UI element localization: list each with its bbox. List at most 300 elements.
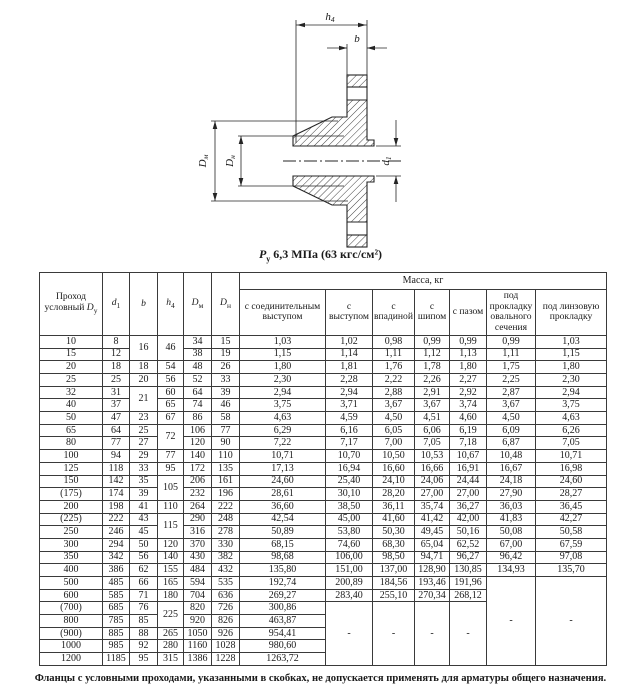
cell-b: 29	[130, 450, 158, 463]
cell-dn: 39	[212, 386, 240, 399]
cell-mass-5: 2,87	[487, 386, 536, 399]
table-row	[40, 538, 607, 551]
col-header-mass-3: с шипом	[415, 290, 450, 336]
cell-b: 18	[130, 361, 158, 374]
col-header-d1: $d_1$	[103, 273, 130, 336]
cell-dm: 484	[184, 564, 212, 577]
cell-d1: 885	[103, 627, 130, 640]
flange-rim-bottom	[347, 235, 367, 247]
cell-dn: 33	[212, 374, 240, 387]
cell-mass-0: 135,80	[240, 564, 326, 577]
cell-mass-5: 24,18	[487, 475, 536, 488]
cell-h4: 67	[158, 412, 184, 425]
table-row	[40, 348, 607, 361]
col-header-b: b	[130, 273, 158, 336]
cell-mass-2: 0,98	[373, 335, 415, 348]
cell-dn: 278	[212, 526, 240, 539]
cell-mass-1: 16,94	[326, 462, 373, 475]
cell-dn: 135	[212, 462, 240, 475]
cell-dn: 46	[212, 399, 240, 412]
table-row	[40, 526, 607, 539]
cell-mass-5: 1,75	[487, 361, 536, 374]
cell-mass-6: 7,05	[536, 437, 607, 450]
footnote: Фланцы с условными проходами, указанными в скобках, не допускается применять для арматуры общего назначения.	[34, 673, 607, 684]
cell-mass-0: 2,94	[240, 386, 326, 399]
cell-mass-2: 137,00	[373, 564, 415, 577]
cell-dy: 40	[40, 399, 103, 412]
cell-mass-0: 980,60	[240, 640, 326, 653]
cell-mass-3: 270,34	[415, 589, 450, 602]
cell-mass-6: 1,03	[536, 335, 607, 348]
col-header-dm: $D_м$	[184, 273, 212, 336]
cell-mass-0: 1,03	[240, 335, 326, 348]
cell-d1: 18	[103, 361, 130, 374]
cell-mass-2: 184,56	[373, 577, 415, 590]
cell-dm: 232	[184, 488, 212, 501]
cell-dn: 161	[212, 475, 240, 488]
cell-dn: 15	[212, 335, 240, 348]
cell-mass-4: 2,27	[450, 374, 487, 387]
cell-h4: 165	[158, 577, 184, 590]
cell-mass-5: 67,00	[487, 538, 536, 551]
cell-mass-3: -	[415, 602, 450, 665]
cell-dy: 20	[40, 361, 103, 374]
cell-mass-5: 0,99	[487, 335, 536, 348]
cell-dn: 110	[212, 450, 240, 463]
cell-dy: 600	[40, 589, 103, 602]
cell-b: 62	[130, 564, 158, 577]
cell-b: 39	[130, 488, 158, 501]
cell-mass-0: 17,13	[240, 462, 326, 475]
cell-mass-3: 128,90	[415, 564, 450, 577]
cell-b: 35	[130, 475, 158, 488]
cell-d1: 174	[103, 488, 130, 501]
cell-mass-4: 7,18	[450, 437, 487, 450]
cell-mass-3: 6,06	[415, 424, 450, 437]
cell-b: 71	[130, 589, 158, 602]
cell-h4: 120	[158, 538, 184, 551]
cell-d1: 94	[103, 450, 130, 463]
cell-dy: 800	[40, 615, 103, 628]
col-header-mass-0: с соединительным выступом	[240, 290, 326, 336]
cell-mass-6: 97,08	[536, 551, 607, 564]
cell-mass-0: 1,80	[240, 361, 326, 374]
cell-d1: 47	[103, 412, 130, 425]
cell-dn: 826	[212, 615, 240, 628]
cell-dy: 1000	[40, 640, 103, 653]
cell-b: 45	[130, 526, 158, 539]
cell-mass-1: 3,71	[326, 399, 373, 412]
cell-h4: 280	[158, 640, 184, 653]
table-row	[40, 564, 607, 577]
cell-mass-3: 16,66	[415, 462, 450, 475]
cell-mass-5: 4,50	[487, 412, 536, 425]
cell-mass-3: 1,78	[415, 361, 450, 374]
cell-mass-4: 1,80	[450, 361, 487, 374]
cell-h4: 180	[158, 589, 184, 602]
cell-h4: 65	[158, 399, 184, 412]
cell-dy: 250	[40, 526, 103, 539]
cell-b: 23	[130, 412, 158, 425]
cell-d1: 485	[103, 577, 130, 590]
cell-mass-6: 16,98	[536, 462, 607, 475]
cell-mass-6: 24,60	[536, 475, 607, 488]
flange-upper-section	[293, 100, 374, 146]
cell-mass-6: 67,59	[536, 538, 607, 551]
cell-dm: 86	[184, 412, 212, 425]
cell-mass-1: 10,70	[326, 450, 373, 463]
label-dn: Dн	[224, 155, 237, 167]
cell-mass-4: 0,99	[450, 335, 487, 348]
cell-mass-2: 36,11	[373, 500, 415, 513]
cell-mass-6: 2,94	[536, 386, 607, 399]
cell-dn: 382	[212, 551, 240, 564]
cell-mass-0: 68,15	[240, 538, 326, 551]
cell-mass-1: 45,00	[326, 513, 373, 526]
cell-mass-1: 200,89	[326, 577, 373, 590]
cell-mass-5: 6,09	[487, 424, 536, 437]
cell-mass-4: 4,60	[450, 412, 487, 425]
cell-mass-1: 4,59	[326, 412, 373, 425]
cell-mass-0: 1,15	[240, 348, 326, 361]
col-header-pass: Проход условный $D_у$	[40, 273, 103, 336]
cell-mass-0: 10,71	[240, 450, 326, 463]
cell-mass-5: 16,67	[487, 462, 536, 475]
cell-mass-4: 268,12	[450, 589, 487, 602]
table-row	[40, 374, 607, 387]
cell-dm: 52	[184, 374, 212, 387]
cell-dn: 222	[212, 500, 240, 513]
table-row	[40, 335, 607, 348]
cell-mass-5: 10,48	[487, 450, 536, 463]
cell-dn: 330	[212, 538, 240, 551]
cell-mass-1: 74,60	[326, 538, 373, 551]
cell-h4: 72	[158, 424, 184, 449]
cell-dm: 120	[184, 437, 212, 450]
cell-dm: 264	[184, 500, 212, 513]
cell-mass-1: 2,94	[326, 386, 373, 399]
cell-mass-6: 36,45	[536, 500, 607, 513]
cell-dy: 65	[40, 424, 103, 437]
flange-lower-section	[293, 176, 374, 222]
cell-dn: 19	[212, 348, 240, 361]
cell-mass-3: 27,00	[415, 488, 450, 501]
cell-d1: 222	[103, 513, 130, 526]
col-header-mass-5: под прокладку овального сечения	[487, 290, 536, 336]
cell-b: 88	[130, 627, 158, 640]
cell-mass-2: 3,67	[373, 399, 415, 412]
cell-h4: 155	[158, 564, 184, 577]
cell-dn: 432	[212, 564, 240, 577]
table-row	[40, 577, 607, 590]
cell-mass-5: -	[487, 577, 536, 666]
cell-dm: 48	[184, 361, 212, 374]
cell-mass-4: -	[450, 602, 487, 665]
cell-dm: 430	[184, 551, 212, 564]
cell-dm: 64	[184, 386, 212, 399]
label-b: b	[354, 33, 360, 45]
cell-dy: 350	[40, 551, 103, 564]
col-header-mass-6: под линзовую прокладку	[536, 290, 607, 336]
cell-d1: 37	[103, 399, 130, 412]
table-row	[40, 399, 607, 412]
cell-mass-3: 0,99	[415, 335, 450, 348]
cell-mass-1: 2,28	[326, 374, 373, 387]
cell-mass-4: 62,52	[450, 538, 487, 551]
cell-mass-3: 24,06	[415, 475, 450, 488]
cell-d1: 118	[103, 462, 130, 475]
cell-mass-3: 49,45	[415, 526, 450, 539]
cell-h4: 140	[158, 551, 184, 564]
cell-mass-0: 300,86	[240, 602, 326, 615]
cell-h4: 54	[158, 361, 184, 374]
cell-mass-6: 135,70	[536, 564, 607, 577]
cell-dm: 704	[184, 589, 212, 602]
cell-mass-4: 50,16	[450, 526, 487, 539]
cell-d1: 985	[103, 640, 130, 653]
label-dm: Dм	[197, 154, 210, 168]
cell-mass-2: 1,11	[373, 348, 415, 361]
cell-mass-6: 50,58	[536, 526, 607, 539]
cell-mass-5: 50,08	[487, 526, 536, 539]
cell-dn: 1228	[212, 653, 240, 666]
cell-mass-5: 134,93	[487, 564, 536, 577]
cell-dn: 196	[212, 488, 240, 501]
cell-dy: 15	[40, 348, 103, 361]
cell-mass-6: 1,80	[536, 361, 607, 374]
cell-h4: 225	[158, 602, 184, 627]
cell-mass-4: 27,00	[450, 488, 487, 501]
label-d1: d1	[380, 156, 393, 166]
cell-mass-0: 192,74	[240, 577, 326, 590]
cell-dm: 316	[184, 526, 212, 539]
table-row	[40, 551, 607, 564]
cell-mass-3: 3,67	[415, 399, 450, 412]
cell-mass-3: 7,05	[415, 437, 450, 450]
cell-b: 43	[130, 513, 158, 526]
cell-dy: (225)	[40, 513, 103, 526]
cell-mass-0: 1263,72	[240, 653, 326, 666]
cell-mass-5: 6,87	[487, 437, 536, 450]
cell-dy: (900)	[40, 627, 103, 640]
cell-dm: 820	[184, 602, 212, 615]
cell-mass-2: 255,10	[373, 589, 415, 602]
cell-mass-2: 10,50	[373, 450, 415, 463]
cell-mass-4: 130,85	[450, 564, 487, 577]
cell-mass-6: 10,71	[536, 450, 607, 463]
cell-d1: 25	[103, 374, 130, 387]
cell-mass-1: 6,16	[326, 424, 373, 437]
cell-dn: 636	[212, 589, 240, 602]
cell-b: 16	[130, 335, 158, 360]
cell-mass-4: 1,13	[450, 348, 487, 361]
cell-b: 92	[130, 640, 158, 653]
cell-dm: 920	[184, 615, 212, 628]
cell-b: 21	[130, 386, 158, 411]
cell-mass-6: 4,63	[536, 412, 607, 425]
cell-b: 20	[130, 374, 158, 387]
cell-d1: 386	[103, 564, 130, 577]
cell-d1: 12	[103, 348, 130, 361]
cell-dm: 34	[184, 335, 212, 348]
cell-mass-3: 10,53	[415, 450, 450, 463]
cell-dm: 1160	[184, 640, 212, 653]
cell-mass-5: 36,03	[487, 500, 536, 513]
cell-dy: 25	[40, 374, 103, 387]
cell-mass-4: 42,00	[450, 513, 487, 526]
dimension-arrows	[213, 23, 399, 201]
table-row	[40, 500, 607, 513]
cell-b: 66	[130, 577, 158, 590]
cell-mass-0: 42,54	[240, 513, 326, 526]
cell-dy: 1200	[40, 653, 103, 666]
cell-mass-2: 2,22	[373, 374, 415, 387]
cell-h4: 46	[158, 335, 184, 360]
cell-mass-3: 41,42	[415, 513, 450, 526]
col-header-h4: $h_4$	[158, 273, 184, 336]
cell-mass-3: 2,91	[415, 386, 450, 399]
cell-mass-1: 30,10	[326, 488, 373, 501]
cell-mass-5: 41,83	[487, 513, 536, 526]
table-row	[40, 361, 607, 374]
cell-dn: 90	[212, 437, 240, 450]
cell-dn: 58	[212, 412, 240, 425]
cell-mass-1: 1,14	[326, 348, 373, 361]
cell-mass-5: 2,25	[487, 374, 536, 387]
cell-d1: 785	[103, 615, 130, 628]
cell-mass-5: 96,42	[487, 551, 536, 564]
cell-mass-0: 28,61	[240, 488, 326, 501]
col-header-mass-2: с впадиной	[373, 290, 415, 336]
cell-dm: 1050	[184, 627, 212, 640]
cell-mass-6: 3,75	[536, 399, 607, 412]
cell-dn: 726	[212, 602, 240, 615]
cell-dn: 248	[212, 513, 240, 526]
cell-b: 95	[130, 653, 158, 666]
cell-mass-0: 50,89	[240, 526, 326, 539]
cell-mass-3: 193,46	[415, 577, 450, 590]
table-row	[40, 488, 607, 501]
cell-d1: 1185	[103, 653, 130, 666]
cell-mass-2: 68,30	[373, 538, 415, 551]
table-row	[40, 424, 607, 437]
cell-d1: 685	[103, 602, 130, 615]
cell-b: 56	[130, 551, 158, 564]
cell-mass-0: 24,60	[240, 475, 326, 488]
cell-d1: 342	[103, 551, 130, 564]
cell-b: 41	[130, 500, 158, 513]
cell-b: 76	[130, 602, 158, 615]
cell-mass-0: 6,29	[240, 424, 326, 437]
cell-mass-1: 1,81	[326, 361, 373, 374]
cell-d1: 8	[103, 335, 130, 348]
table-row	[40, 462, 607, 475]
cell-mass-6: -	[536, 577, 607, 666]
cell-mass-2: 41,60	[373, 513, 415, 526]
cell-h4: 105	[158, 475, 184, 500]
cell-d1: 64	[103, 424, 130, 437]
cell-mass-4: 2,92	[450, 386, 487, 399]
cell-mass-5: 27,90	[487, 488, 536, 501]
flange-rim-top	[347, 75, 367, 87]
cell-dn: 1028	[212, 640, 240, 653]
cell-mass-1: 283,40	[326, 589, 373, 602]
cell-dm: 106	[184, 424, 212, 437]
pressure-caption: $P_у$ 6,3 МПа (63 кгс/см²)	[258, 247, 383, 264]
col-header-mass-1: с выступом	[326, 290, 373, 336]
cell-dy: 100	[40, 450, 103, 463]
cell-mass-4: 10,67	[450, 450, 487, 463]
cell-d1: 142	[103, 475, 130, 488]
cell-dy: 80	[40, 437, 103, 450]
flange-dimensions-table	[39, 272, 607, 666]
cell-dm: 172	[184, 462, 212, 475]
table-row	[40, 412, 607, 425]
cell-mass-6: 1,15	[536, 348, 607, 361]
cell-b: 25	[130, 424, 158, 437]
cell-h4: 60	[158, 386, 184, 399]
cell-dm: 370	[184, 538, 212, 551]
col-header-mass-4: с пазом	[450, 290, 487, 336]
cell-mass-2: 4,50	[373, 412, 415, 425]
col-header-dn: $D_н$	[212, 273, 240, 336]
cell-mass-1: 53,80	[326, 526, 373, 539]
cell-mass-4: 6,19	[450, 424, 487, 437]
table-row	[40, 475, 607, 488]
cell-mass-4: 3,74	[450, 399, 487, 412]
cell-mass-2: 6,05	[373, 424, 415, 437]
cell-dy: 32	[40, 386, 103, 399]
cell-mass-0: 463,87	[240, 615, 326, 628]
cell-mass-3: 4,51	[415, 412, 450, 425]
cell-dn: 926	[212, 627, 240, 640]
cell-d1: 198	[103, 500, 130, 513]
cell-mass-6: 6,26	[536, 424, 607, 437]
cell-mass-1: 106,00	[326, 551, 373, 564]
cell-mass-0: 7,22	[240, 437, 326, 450]
cell-mass-2: 7,00	[373, 437, 415, 450]
cell-dy: 200	[40, 500, 103, 513]
cell-mass-2: 16,60	[373, 462, 415, 475]
cell-mass-4: 36,27	[450, 500, 487, 513]
cell-mass-2: 28,20	[373, 488, 415, 501]
cell-h4: 77	[158, 450, 184, 463]
cell-dn: 77	[212, 424, 240, 437]
cell-h4: 110	[158, 500, 184, 513]
cell-mass-2: 98,50	[373, 551, 415, 564]
cell-mass-3: 1,12	[415, 348, 450, 361]
table-row	[40, 450, 607, 463]
cell-mass-1: 7,17	[326, 437, 373, 450]
cell-mass-2: -	[373, 602, 415, 665]
cell-mass-1: 25,40	[326, 475, 373, 488]
cell-d1: 77	[103, 437, 130, 450]
cell-dm: 290	[184, 513, 212, 526]
cell-h4: 115	[158, 513, 184, 538]
cell-dn: 535	[212, 577, 240, 590]
cell-dy: 300	[40, 538, 103, 551]
table-row	[40, 437, 607, 450]
cell-mass-6: 28,27	[536, 488, 607, 501]
cell-dm: 1386	[184, 653, 212, 666]
cell-mass-1: -	[326, 602, 373, 665]
cell-mass-4: 16,91	[450, 462, 487, 475]
cell-mass-6: 2,30	[536, 374, 607, 387]
cell-mass-6: 42,27	[536, 513, 607, 526]
cell-h4: 56	[158, 374, 184, 387]
cell-dy: 150	[40, 475, 103, 488]
cell-mass-5: 3,67	[487, 399, 536, 412]
